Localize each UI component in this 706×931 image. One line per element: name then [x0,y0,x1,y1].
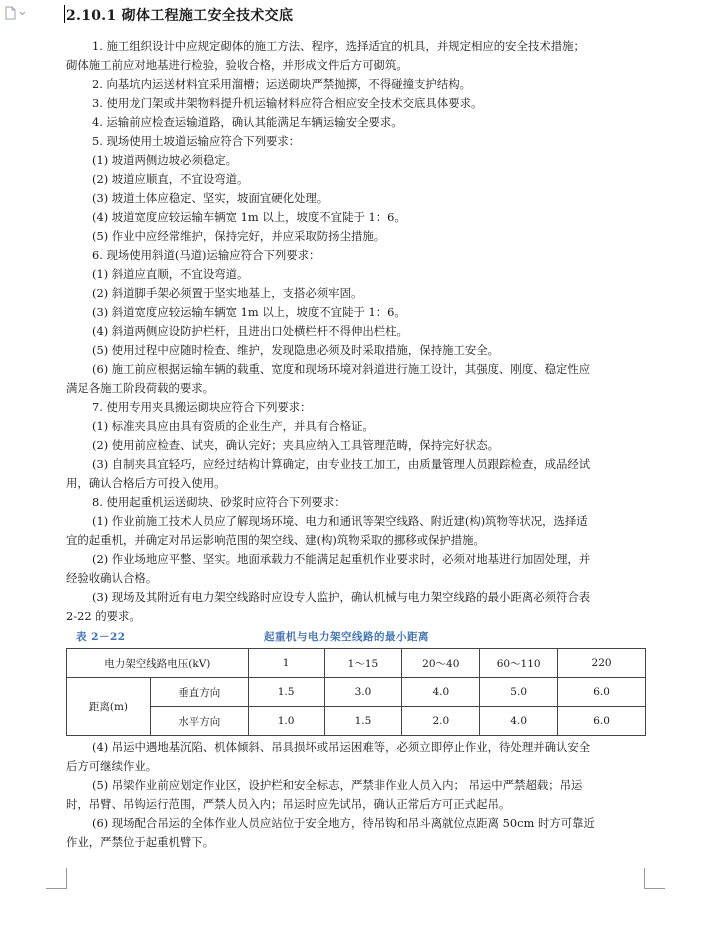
paragraph-line: 5. 现场使用土坡道运输应符合下列要求： [92,134,301,148]
table-caption [66,626,648,648]
paragraph-line: 作业，严禁位于起重机臂下。 [66,835,215,849]
voltage-cell: 1～15 [324,649,402,678]
table-header-row [67,649,646,678]
table-cell: 1.5 [248,678,324,707]
paragraph-line: 3. 使用龙门架或井架物料提升机运输材料应符合相应安全技术交底具体要求。 [92,96,483,110]
table-cell: 3.0 [324,678,402,707]
paragraph-line: 砌体施工前应对地基进行检验，验收合格，并形成文件后方可砌筑。 [66,58,408,72]
voltage-cell: 1 [248,649,324,678]
paragraphs-before-table [66,37,648,626]
table-title: 起重机与电力架空线路的最小距离 [264,631,429,643]
paragraph-line: (5) 作业中应经常维护，保持完好，并应采取防扬尘措施。 [92,229,386,243]
paragraph-line: (4) 吊运中遇地基沉陷、机体倾斜、吊具损坏或吊运困难等，必须立即停止作业，待处理并确认安全 [92,740,591,754]
page-corner-mark-right [644,868,665,889]
paragraph-line: (4) 斜道两侧应设防护栏杆，且进出口处横栏杆不得伸出栏柱。 [92,324,408,338]
paragraph-line: (5) 使用过程中应随时检查、维护，发现隐患必须及时采取措施，保持施工安全。 [92,343,500,357]
paragraph-line: 7. 使用专用夹具搬运砌块应符合下列要求： [92,400,312,414]
paragraph-line: (1) 标准夹具应由具有资质的企业生产，并具有合格证。 [92,419,374,433]
paragraph-line: 4. 运输前应检查运输道路，确认其能满足车辆运输安全要求。 [92,115,403,129]
paragraphs-after-table [66,738,648,852]
paragraph-line: 8. 使用起重机运送砌块、砂浆时应符合下列要求： [92,495,346,509]
table-cell: 1.0 [248,707,324,736]
table-row-vertical [67,678,646,707]
document-icon[interactable] [4,6,26,20]
paragraph-line: (2) 使用前应检查、试夹，确认完好；夹具应纳入工具管理范畴，保持完好状态。 [92,438,500,452]
paragraph-line: 后方可继续作业。 [66,759,158,773]
paragraph-line: (6) 现场配合吊运的全体作业人员应站位于安全地方，待吊钩和吊斗离就位点距离 50cm 时方可靠近 [92,816,595,830]
table-cell: 4.0 [402,678,480,707]
distance-group-label: 距离(m) [67,678,151,736]
table-cell: 5.0 [480,678,558,707]
paragraph-line: (4) 坡道宽度应较运输车辆宽 1m 以上，坡度不宜陡于 1：6。 [92,210,406,224]
paragraph-line: (5) 吊梁作业前应划定作业区，设护栏和安全标志，严禁非作业人员入内； 吊运中严禁超载；吊运 [92,778,583,792]
paragraph-line: 2-22 的要求。 [66,609,141,623]
paragraph-line: (3) 斜道宽度应较运输车辆宽 1m 以上，坡度不宜陡于 1：6。 [92,305,406,319]
document-body[interactable] [66,37,648,852]
paragraph-line: (1) 坡道两侧边坡必须稳定。 [92,153,238,167]
paragraph-line: (2) 斜道脚手架必须置于坚实地基上，支搭必须牢固。 [92,286,363,300]
table-number: 表 2－22 [76,631,126,643]
paragraph-line: 时，吊臂、吊钩运行范围，严禁人员入内；吊运时应先试吊，确认正常后方可正式起吊。 [66,797,511,811]
paragraph-line: (1) 作业前施工技术人员应了解现场环境、电力和通讯等架空线路、附近建(构)筑物等状况，选择适 [92,514,588,528]
paragraph-line: (3) 现场及其附近有电力架空线路时应设专人监护，确认机械与电力架空线路的最小距离必须符合表 [92,590,591,604]
paragraph-line: (2) 作业场地应平整、坚实。地面承载力不能满足起重机作业要求时，必须对地基进行加固处理，并 [92,552,591,566]
paragraph-line: (3) 自制夹具宜轻巧，应经过结构计算确定，由专业技工加工，由质量管理人员跟踪检查，成品经试 [92,457,591,471]
paragraph-line: 经验收确认合格。 [66,571,158,585]
table-cell: 4.0 [480,707,558,736]
paragraph-line: 宜的起重机，并确定对吊运影响范围的架空线、建(构)筑物采取的挪移或保护措施。 [66,533,485,547]
voltage-header-cell: 电力架空线路电压(kV) [67,649,249,678]
paragraph-line: (1) 斜道应直顺，不宜设弯道。 [92,267,249,281]
voltage-cell: 220 [558,649,646,678]
page-corner-mark-left [46,868,67,889]
table-cell: 1.5 [324,707,402,736]
voltage-cell: 20～40 [402,649,480,678]
paragraph-line: (6) 施工前应根据运输车辆的载重、宽度和现场环境对斜道进行施工设计，其强度、刚度、稳定性应 [92,362,591,376]
paragraph-line: (2) 坡道应顺直，不宜设弯道。 [92,172,249,186]
section-heading: 2.10.1 砌体工程施工安全技术交底 [66,8,294,24]
table-cell: 6.0 [558,678,646,707]
paragraph-line: 6. 现场使用斜道(马道)运输应符合下列要求： [92,248,321,262]
min-distance-table [66,648,646,736]
paragraph-line: (3) 坡道土体应稳定、坚实，坡面宜硬化处理。 [92,191,329,205]
paragraph-line: 用，确认合格后方可投入使用。 [66,476,226,490]
text-cursor [64,5,65,23]
table-cell: 6.0 [558,707,646,736]
paragraph-line: 2. 向基坑内运送材料宜采用溜槽；运送砌块严禁抛掷，不得碰撞支护结构。 [92,77,471,91]
row-label: 水平方向 [150,707,248,736]
paragraph-line: 满足各施工阶段荷载的要求。 [66,381,215,395]
table-row-horizontal [67,707,646,736]
table-cell: 2.0 [402,707,480,736]
row-label: 垂直方向 [150,678,248,707]
voltage-cell: 60～110 [480,649,558,678]
paragraph-line: 1. 施工组织设计中应规定砌体的施工方法、程序，选择适宜的机具，并规定相应的安全技术措施； [92,39,585,53]
